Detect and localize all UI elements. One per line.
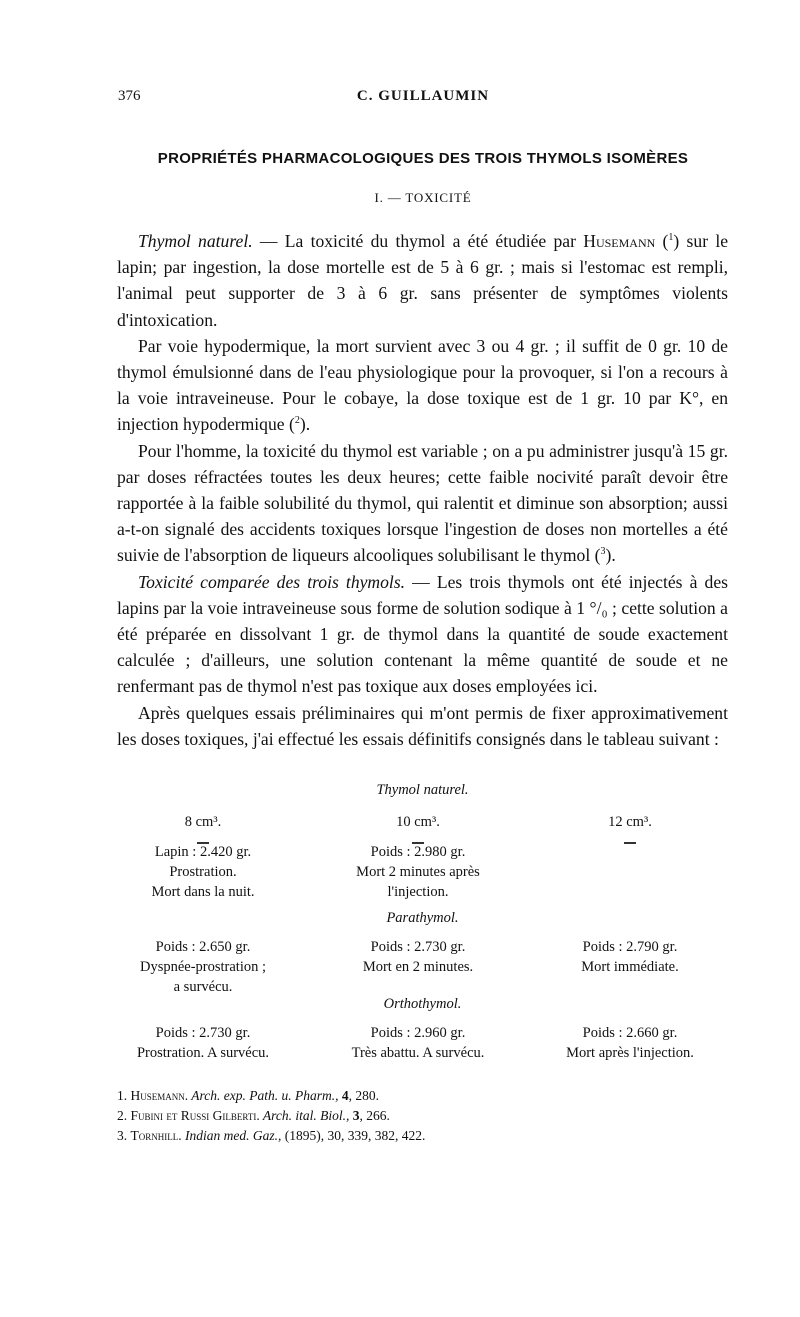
footnote-author: Fubini et Russi Gilberti. xyxy=(130,1108,260,1123)
cell-line: l'injection. xyxy=(387,884,449,900)
column-dash xyxy=(318,832,518,840)
cell-line: Poids : 2.650 gr. xyxy=(155,939,251,955)
cell-line: Très abattu. A survécu. xyxy=(351,1045,485,1061)
running-head: C. GUILLAUMIN xyxy=(356,88,490,104)
paragraph xyxy=(117,569,728,700)
footnote-number: 2. xyxy=(117,1108,128,1123)
paragraph-text: Par voie hypodermique, la mort survient avec 3 ou 4 gr. ; il suffit de 0 gr. 10 de thymol émulsionné dans de l'eau physiologique pour la provoquer, si l'on a recours à la voie intraveineuse. Pour le cobaye, la dose toxique est de 1 gr. 10 par K°, en injection hypodermique ( xyxy=(117,335,728,435)
paragraph-lead: Toxicité comparée des trois thymols. xyxy=(138,571,406,592)
paragraph-text: ). xyxy=(299,414,311,435)
footnote-ref: 3 xyxy=(600,546,606,558)
cell-line: Mort après l'injection. xyxy=(566,1045,694,1061)
cell-line: Poids : 2.660 gr. xyxy=(582,1025,678,1041)
author-name: Husemann xyxy=(583,231,656,251)
paragraph xyxy=(117,700,728,752)
paragraph-text: Pour l'homme, la toxicité du thymol est variable ; on a pu administrer jusqu'à 15 gr. par doses réfractées toutes les deux heures; cette faible nocivité paraît devoir être rapportée à la faible solubilité du thymol, qui ralentit et diminue son absorption; aussi a-t-on signalé des accidents toxiques lorsque l'ingestion de doses non mortelles a été suivie de l'absorption de liqueurs alcooliques solubilisant le thymol ( xyxy=(117,440,728,566)
cell-line: a survécu. xyxy=(173,979,233,995)
footnote xyxy=(117,1086,728,1106)
footnote-volume: 3 xyxy=(349,1108,360,1123)
cell-line: Poids : 2.960 gr. xyxy=(370,1025,466,1041)
footnote-author: Tornhill. xyxy=(130,1128,182,1143)
paragraph: Thymol naturel. — La toxicité du thymol a été étudiée par Husemann ($^1$) sur le lapin; par ingestion, la dose mortelle est de 5 à 6 gr. ; mais si l'estomac est rempli, l'animal peut supporter de 3 à 6 gr. sans présenter de symptômes violents d'intoxication. xyxy=(117,231,729,330)
cell-line: Poids : 2.730 gr. xyxy=(155,1025,251,1041)
cell-para-8 xyxy=(118,937,288,997)
cell-line: Mort en 2 minutes. xyxy=(362,959,474,975)
cell-line: Prostration. A survécu. xyxy=(136,1045,270,1061)
footnote-journal: Arch. ital. Biol., xyxy=(259,1108,350,1123)
footnote xyxy=(117,1106,728,1126)
section-title: PROPRIÉTÉS PHARMACOLOGIQUES DES TROIS THYMOLS ISOMÈRES xyxy=(157,150,689,167)
footnote-ref: 2 xyxy=(294,415,300,427)
paragraph-text: — Les trois thymols ont été injectés à des lapins par la voie intraveineuse sous forme de solution sodique à 1 xyxy=(117,571,728,618)
cell-ortho-12 xyxy=(540,1023,720,1063)
cell-naturel-10 xyxy=(318,842,518,902)
cell-line: Poids : 2.730 gr. xyxy=(370,939,466,955)
column-label: 12 cm³. xyxy=(608,814,652,830)
footnote xyxy=(117,1126,728,1146)
cell-naturel-8 xyxy=(118,842,288,902)
footnote-number: 1. xyxy=(117,1088,128,1103)
page-header xyxy=(118,88,728,114)
paragraph-text: Après quelques essais préliminaires qui m'ont permis de fixer approximativement les doses toxiques, j'ai effectué les essais définitifs consignés dans le tableau suivant : xyxy=(117,702,728,749)
cell-para-12 xyxy=(540,937,720,977)
page-number: 376 xyxy=(118,88,141,104)
group-title-ortho: Orthothymol. xyxy=(383,996,462,1012)
footnote-journal: Arch. exp. Path. u. Pharm., xyxy=(188,1088,339,1103)
paragraph-text: ; cette solution a été préparée en dissolvant 1 gr. de thymol dans la quantité de soude exactement calculée ; d'ailleurs, une solution contenant la même quantité de soude et ne renfermant pas de thymol n'est pas toxique aux doses employées ici. xyxy=(117,597,728,697)
footnote-author: Husemann. xyxy=(130,1088,189,1103)
footnote-ref: 1 xyxy=(668,232,674,244)
column-header-10 xyxy=(318,812,518,840)
cell-line: Mort dans la nuit. xyxy=(151,884,255,900)
cell-line: Mort immédiate. xyxy=(581,959,679,975)
paragraph xyxy=(117,438,728,569)
cell-para-10 xyxy=(318,937,518,977)
subsection-title: I. — TOXICITÉ xyxy=(374,190,472,205)
column-dash xyxy=(118,832,288,840)
footnote-volume: (1895), 30 xyxy=(281,1128,341,1143)
paragraph-text: sur le lapin; par ingestion, la dose mortelle est de 5 à 6 gr. ; mais si l'estomac est rempli, l'animal peut supporter de 3 à 6 gr. sans présenter de symptômes violents d'intoxication. xyxy=(117,231,729,330)
column-dash xyxy=(540,832,720,840)
percent-sign: °/₀ xyxy=(589,597,608,618)
group-title-naturel: Thymol naturel. xyxy=(376,782,469,798)
paragraph-text: — La toxicité du thymol a été étudiée par xyxy=(252,231,584,251)
footnote-pages: , 266. xyxy=(359,1108,390,1123)
cell-line: Dyspnée-prostration ; xyxy=(139,959,267,975)
group-title-para: Parathymol. xyxy=(386,910,459,926)
footnote-pages: , 280. xyxy=(348,1088,379,1103)
paragraph xyxy=(117,333,728,438)
cell-line: Prostration. xyxy=(169,864,237,880)
cell-ortho-8 xyxy=(118,1023,288,1063)
paragraph-text: ). xyxy=(605,545,616,566)
column-header-12 xyxy=(540,812,720,840)
footnote-journal: Indian med. Gaz., xyxy=(181,1128,282,1143)
column-label: 8 cm³. xyxy=(184,814,222,830)
cell-line: Lapin : 2.420 gr. xyxy=(154,844,252,860)
footnote-pages: , 339, 382, 422. xyxy=(341,1128,426,1143)
body-text xyxy=(117,228,728,752)
footnote-number: 3. xyxy=(117,1128,128,1143)
cell-ortho-10 xyxy=(318,1023,518,1063)
column-label: 10 cm³. xyxy=(396,814,440,830)
cell-line: Poids : 2.790 gr. xyxy=(582,939,678,955)
column-header-8 xyxy=(118,812,288,840)
footnotes xyxy=(117,1086,728,1146)
cell-line: Poids : 2.980 gr. xyxy=(370,844,466,860)
footnote-volume: 4 xyxy=(338,1088,349,1103)
paragraph-lead: Thymol naturel. xyxy=(138,231,253,251)
cell-line: Mort 2 minutes après xyxy=(356,864,480,880)
